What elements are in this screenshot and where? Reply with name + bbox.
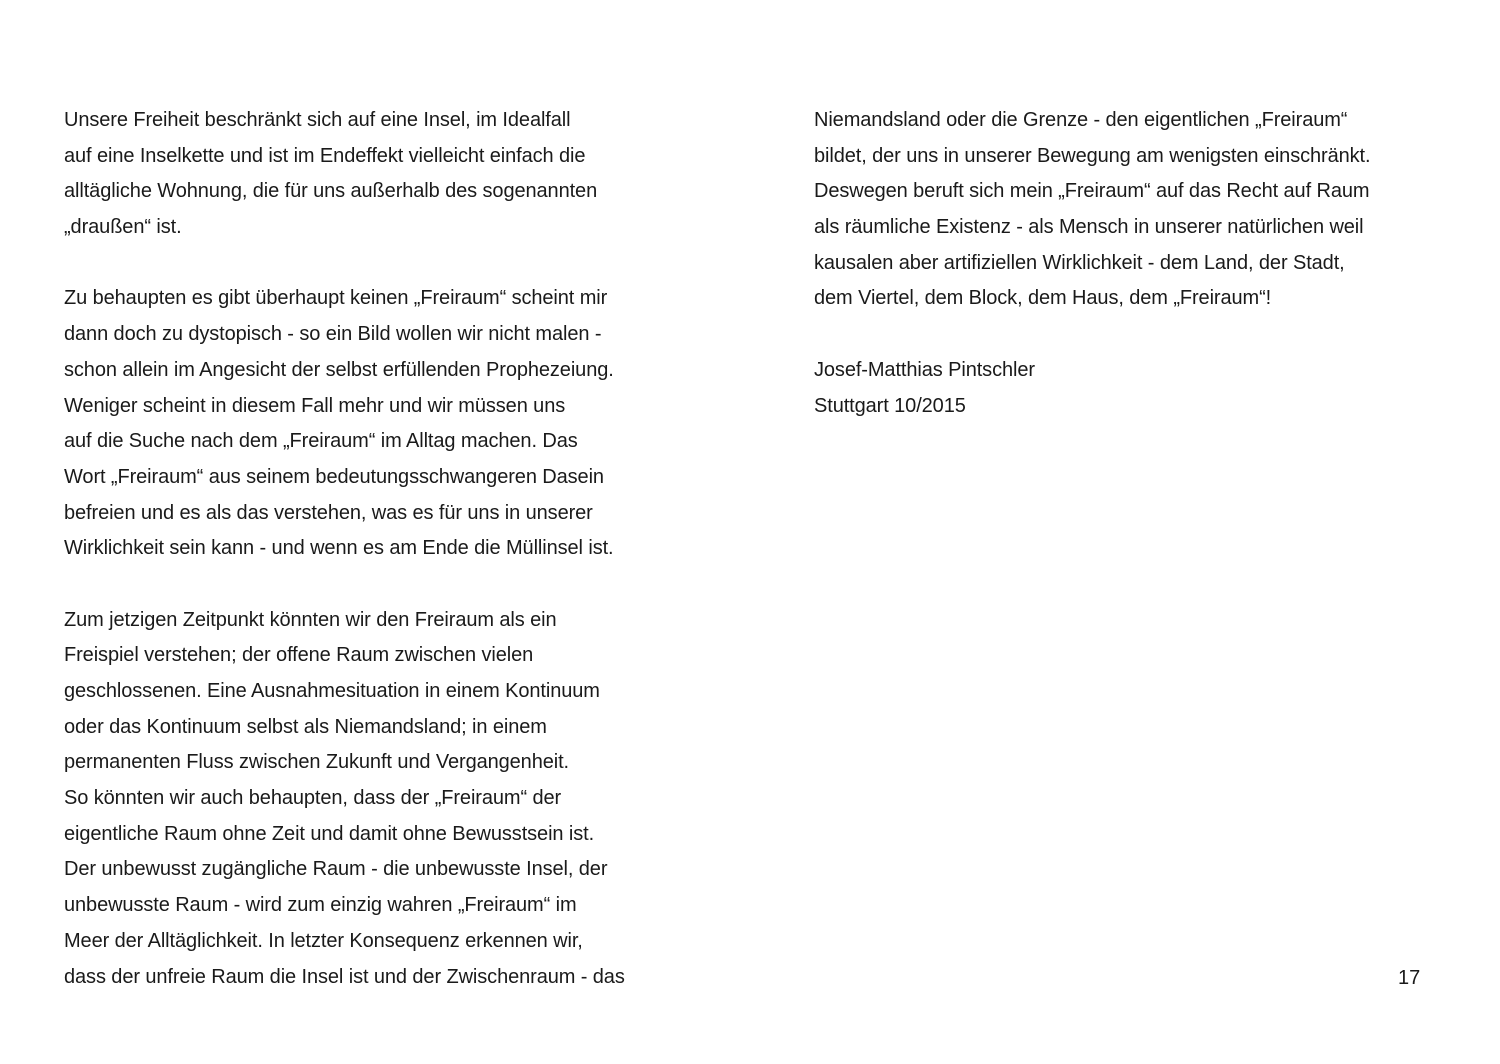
text-line: Der unbewusst zugängliche Raum - die unbewusste Insel, der [64,858,608,881]
text-line: Niemandsland oder die Grenze - den eigentlichen „Freiraum“ [814,109,1348,131]
text-line: auf eine Inselkette und ist im Endeffekt vielleicht einfach die [64,144,586,167]
text-line: Zu behaupten es gibt überhaupt keinen „Freiraum“ scheint mir [64,287,608,310]
text-line: oder das Kontinuum selbst als Niemandsland; in einem [64,715,547,738]
text-line: Unsere Freiheit beschränkt sich auf eine Insel, im Idealfall [64,109,571,131]
text-line: „draußen“ ist. [64,216,182,239]
text-line: dass der unfreie Raum die Insel ist und der Zwischenraum - das [64,965,625,988]
paragraph-gap [64,567,714,603]
paragraph-2 [64,281,714,567]
paragraph-3 [64,603,714,996]
text-line: Weniger scheint in diesem Fall mehr und wir müssen uns [64,394,566,417]
right-text-column [814,103,1454,424]
text-line: bildet, der uns in unserer Bewegung am wenigsten einschränkt. [814,144,1371,167]
text-line: Wort „Freiraum“ aus seinem bedeutungsschwangeren Dasein [64,465,604,488]
place-date: Stuttgart 10/2015 [814,394,966,417]
text-line: permanenten Fluss zwischen Zukunft und Vergangenheit. [64,751,570,774]
text-line: als räumliche Existenz - als Mensch in unserer natürlichen weil [814,216,1364,239]
signature-block [814,353,1454,424]
text-line: befreien und es als das verstehen, was es für uns in unserer [64,501,593,524]
left-text-column [64,103,714,995]
page-number: 17 [1398,967,1421,989]
text-line: auf die Suche nach dem „Freiraum“ im Alltag machen. Das [64,430,578,453]
text-line: kausalen aber artifiziellen Wirklichkeit - dem Land, der Stadt, [814,251,1345,274]
text-line: So könnten wir auch behaupten, dass der „Freiraum“ der [64,787,562,810]
text-line: unbewusste Raum - wird zum einzig wahren „Freiraum“ im [64,894,577,917]
paragraph-4 [814,103,1454,317]
text-line: dann doch zu dystopisch - so ein Bild wollen wir nicht malen - [64,323,602,346]
text-line: schon allein im Angesicht der selbst erfüllenden Prophezeiung. [64,358,614,381]
paragraph-gap [814,317,1454,353]
text-line: Freispiel verstehen; der offene Raum zwischen vielen [64,644,534,667]
text-line: Zum jetzigen Zeitpunkt könnten wir den Freiraum als ein [64,608,557,631]
author-name: Josef-Matthias Pintschler [814,358,1035,381]
text-line: Meer der Alltäglichkeit. In letzter Konsequenz erkennen wir, [64,929,583,952]
text-line: Deswegen beruft sich mein „Freiraum“ auf das Recht auf Raum [814,180,1370,203]
text-line: alltägliche Wohnung, die für uns außerhalb des sogenannten [64,180,598,203]
text-line: dem Viertel, dem Block, dem Haus, dem „Freiraum“! [814,287,1272,310]
paragraph-1 [64,103,714,246]
paragraph-gap [64,246,714,282]
text-line: Wirklichkeit sein kann - und wenn es am Ende die Müllinsel ist. [64,537,614,560]
text-line: geschlossenen. Eine Ausnahmesituation in einem Kontinuum [64,680,600,702]
text-line: eigentliche Raum ohne Zeit und damit ohne Bewusstsein ist. [64,822,595,845]
